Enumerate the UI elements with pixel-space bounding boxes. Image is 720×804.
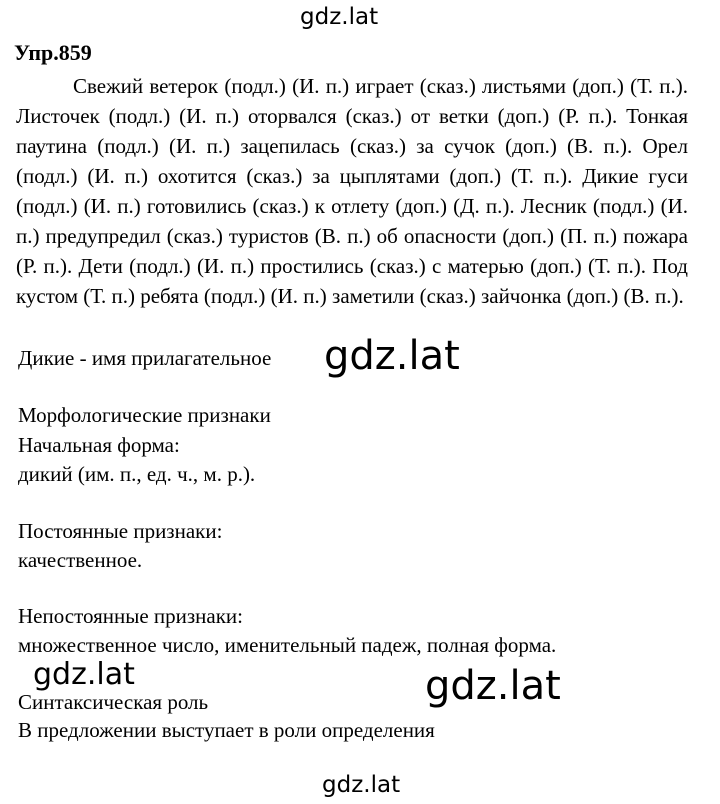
watermark-right: gdz.lat — [425, 663, 561, 709]
syntax-role-label: Синтаксическая роль — [18, 690, 209, 714]
exercise-paragraph: Свежий ветерок (подл.) (И. п.) играет (сказ.) листьями (доп.) (Т. п.). Листочек (подл.) (И. п.) оторвался (сказ.) от ветки (доп.) (Р. п.). Тонкая паутина (подл.) (И. п.) зацепилась (сказ.) за сучок (доп.) (В. п.). Орел (подл.) (И. п.) охотится (сказ.) за цыплятами (доп.) (Т. п.). Дикие гуси (подл.) (И. п.) готовились (сказ.) к отлету (доп.) (Д. п.). Лесник (подл.) (И. п.) предупредил (сказ.) туристов (В. п.) об опасности (доп.) (П. п.) пожара (Р. п.). Дети (подл.) (И. п.) простились (сказ.) с матерью (доп.) (Т. п.). Под кустом (Т. п.) ребята (подл.) (И. п.) заметили (сказ.) зайчонка (доп.) (В. п.). — [16, 74, 688, 308]
exercise-title: Упр.859 — [14, 40, 92, 65]
watermark-left: gdz.lat — [33, 657, 135, 692]
word-part-of-speech: Дикие - имя прилагательное — [18, 346, 272, 370]
watermark-middle: gdz.lat — [324, 333, 460, 379]
constant-features-label: Постоянные признаки: — [18, 519, 223, 543]
watermark-bottom: gdz.lat — [322, 772, 401, 798]
morph-heading: Морфологические признаки — [18, 403, 271, 427]
watermark-top: gdz.lat — [300, 4, 379, 30]
variable-features-label: Непостоянные признаки: — [18, 604, 243, 628]
syntax-role-value: В предложении выступает в роли определения — [18, 718, 435, 742]
initial-form-value: дикий (им. п., ед. ч., м. р.). — [18, 462, 256, 486]
initial-form-label: Начальная форма: — [18, 433, 180, 457]
constant-features-value: качественное. — [18, 548, 143, 572]
variable-features-value: множественное число, именительный падеж, полная форма. — [18, 633, 557, 657]
